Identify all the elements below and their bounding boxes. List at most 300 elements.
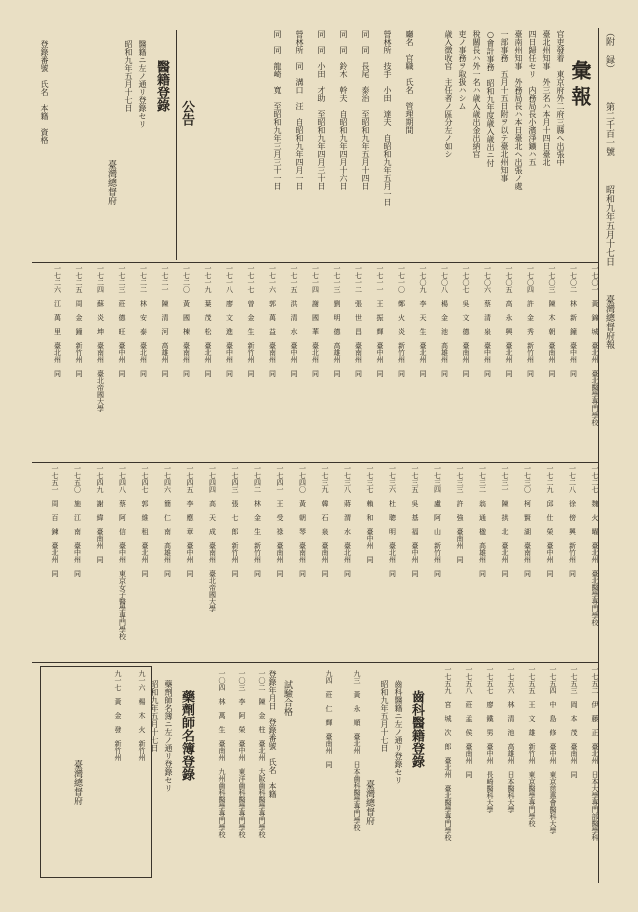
dentist-list — [300, 670, 360, 870]
entry-name: 劉 明 德 — [333, 300, 341, 335]
entry-school: 同 — [182, 370, 191, 377]
entry-school: 臺北帝國大學 — [96, 370, 105, 412]
entry-origin: 臺北州 — [591, 342, 599, 363]
entry-school: 大阪齒科醫學專門學校 — [258, 768, 266, 838]
entry-name: 伊 藤 正 — [591, 701, 599, 736]
entry-origin: 新竹州 — [114, 740, 122, 761]
entry-school: 東京慈惠會醫科大學 — [549, 771, 557, 834]
entry-origin: 臺南州 — [96, 528, 104, 549]
entry-school: 同 — [456, 556, 464, 563]
entry-school: 同 — [325, 761, 333, 768]
registry-entry — [190, 265, 212, 458]
registry-entry — [362, 265, 384, 458]
entry-num: 一七三六 — [388, 465, 397, 493]
entry-name: 許 強 — [456, 500, 464, 521]
entry-name: 黃 金 發 — [114, 698, 122, 733]
entry-school: 同 — [548, 370, 556, 377]
entry-name: 莊 孟 侯 — [465, 701, 473, 736]
entry-num: 一〇四 — [218, 670, 226, 691]
entry-name: 郭 維 租 — [141, 500, 149, 535]
registry-entry — [245, 670, 265, 868]
registry-entry — [383, 265, 405, 458]
registry-entry — [493, 666, 514, 871]
entry-num: 一七五八 — [465, 666, 473, 694]
registry-entry — [430, 666, 451, 871]
entry-num: 九一七 — [114, 670, 122, 691]
entry-name: 周 金 鐘 — [75, 300, 83, 335]
entry-school: 日本醫科大學 — [507, 771, 515, 813]
entry-origin: 臺北州 — [258, 740, 266, 761]
registry-entry — [61, 265, 83, 458]
entry-name: 翁 通 楹 — [478, 500, 487, 535]
entry-name: 魏 火 曜 — [591, 500, 599, 535]
entry-num: 一七三三 — [456, 465, 464, 493]
entry-school: 同 — [276, 570, 284, 577]
entry-school: 同 — [73, 570, 82, 577]
official-row-1: 同 同 長尾 泰治 至昭和九年五月十四日 — [361, 30, 370, 190]
reg-date: 昭和九年五月十七日 — [124, 40, 133, 112]
pharm-issuer: 臺灣總督府 — [72, 760, 82, 805]
entry-num: 一七〇二 — [569, 265, 578, 293]
entry-origin: 新竹州 — [526, 342, 535, 363]
entry-name: 林 安 泰 — [139, 300, 148, 335]
entry-num: 一七五六 — [507, 666, 515, 694]
entry-school: 同 — [333, 370, 341, 377]
registry-entry — [233, 265, 255, 458]
registry-entry — [332, 670, 360, 868]
entry-origin: 新竹州 — [433, 542, 442, 563]
entry-num: 一七二九 — [546, 465, 554, 493]
notice-6: 稅關長ハ外一名ハ歳入歳出金出納官 — [472, 30, 481, 158]
registry-entry — [205, 670, 225, 868]
entry-origin: 臺南州 — [465, 743, 473, 764]
entry-school: 同 — [247, 370, 255, 377]
entry-num: 一七〇五 — [505, 265, 513, 293]
entry-school: 臺北醫學專門學校 — [591, 570, 599, 626]
entry-name: 莊 仁 輝 — [325, 691, 333, 726]
entry-name: 吳 基 福 — [411, 500, 419, 535]
entry-origin: 高雄州 — [163, 542, 172, 563]
entry-num: 一七〇九 — [419, 265, 427, 293]
entry-name: 張 世 昌 — [354, 300, 363, 335]
entry-school: 同 — [501, 570, 509, 577]
entry-school: 日本大學專門部醫學科 — [591, 771, 599, 841]
entry-name: 宮 城 次 郎 — [444, 701, 452, 750]
entry-school: 同 — [96, 556, 104, 563]
registry-entry — [147, 265, 169, 458]
entry-num: 一〇三 — [238, 670, 246, 691]
entry-name: 張 七 郎 — [231, 500, 239, 535]
registry-entry — [373, 465, 396, 658]
entry-name: 莊 德 旺 — [118, 300, 126, 335]
entry-origin: 臺北州 — [353, 733, 361, 754]
entry-origin: 臺南州 — [325, 733, 333, 754]
registry-entry — [418, 465, 441, 658]
entry-name: 廖 文 進 — [225, 300, 234, 335]
entry-name: 許 金 秀 — [526, 300, 535, 335]
reg2-date: 昭和九年五月十七日 — [380, 680, 389, 752]
entry-num: 一七三一 — [501, 465, 509, 493]
entry-school: 同 — [388, 570, 397, 577]
entry-origin: 臺南州 — [218, 740, 226, 761]
entry-name: 林 新 鐘 — [569, 300, 578, 335]
entry-school: 同 — [376, 370, 384, 377]
registry-entry — [58, 465, 81, 658]
entry-name: 黃 國 棟 — [182, 300, 191, 335]
entry-origin: 臺南州 — [456, 528, 464, 549]
entry-origin: 新竹州 — [253, 542, 262, 563]
entry-origin: 高雄州 — [507, 743, 515, 764]
official-row-4: 營林所 同 溝口 汪 自昭和九年四月一日 — [295, 30, 304, 190]
entry-origin: 臺中州 — [376, 342, 384, 363]
registry-entry — [193, 465, 216, 658]
entry-origin: 臺北州 — [204, 342, 212, 363]
entry-origin: 臺中州 — [225, 342, 234, 363]
registry-entry — [472, 666, 493, 871]
reg2-title: 齒科醫籍登錄 — [409, 690, 424, 768]
official-row-2: 同 同 鈴木 幹夫 自昭和九年四月十六日 — [339, 30, 348, 190]
entry-name: 曾 金 生 — [247, 300, 255, 335]
registry-entry — [555, 265, 577, 458]
gazette-header — [604, 28, 613, 878]
entry-origin: 臺北州 — [501, 542, 509, 563]
registry-entry — [512, 265, 534, 458]
notice-3: 臺南州知事 外務局長ハ本日臺北ヘ出張ノ處 — [514, 30, 523, 190]
entry-num: 一七三七 — [366, 465, 374, 493]
entry-school: 同 — [186, 570, 194, 577]
entry-school: 臺北醫學專門學校 — [444, 785, 452, 841]
registry-entry — [216, 465, 239, 658]
entry-school: 同 — [366, 556, 374, 563]
band-rule-1 — [32, 262, 598, 263]
entry-num: 一七一四 — [311, 265, 320, 293]
entry-school: 東洋齒科醫學專門學校 — [238, 768, 246, 838]
entry-num: 一七〇八 — [440, 265, 449, 293]
registry-entry — [297, 265, 319, 458]
registry-entry — [340, 265, 362, 458]
entry-name: 李 應 章 — [186, 500, 194, 535]
registry-entry — [576, 465, 599, 658]
entry-name: 蔣 渭 水 — [343, 500, 352, 535]
entry-num: 一七一一 — [376, 265, 384, 293]
entry-num: 一七四二 — [253, 465, 262, 493]
registry-entry — [556, 666, 577, 871]
entry-school: 同 — [526, 370, 535, 377]
entry-num: 一七一八 — [225, 265, 234, 293]
entry-school: 同 — [141, 570, 149, 577]
entry-origin: 臺南州 — [182, 342, 191, 363]
entry-name: 洪 清 水 — [290, 300, 298, 335]
registry-entry — [396, 465, 419, 658]
entry-num: 一七四六 — [163, 465, 172, 493]
entry-school: 同 — [465, 771, 473, 778]
entry-num: 九三 — [353, 670, 361, 684]
entry-name: 謝 緯 — [96, 500, 104, 521]
entry-num: 一七一〇 — [397, 265, 406, 293]
entry-school: 同 — [298, 570, 307, 577]
entry-num: 一七二五 — [75, 265, 83, 293]
entry-school: 同 — [321, 570, 329, 577]
entry-num: 一七五一 — [51, 465, 59, 493]
entry-num: 一七二六 — [53, 265, 62, 293]
entry-num: 一七四七 — [141, 465, 149, 493]
entry-origin: 臺北州 — [343, 542, 352, 563]
entry-origin: 臺中州 — [186, 542, 194, 563]
entry-num: 一七五三 — [570, 666, 578, 694]
reg-head: 登錄番號 氏名 本籍 資格 — [40, 40, 49, 144]
entry-origin: 臺中州 — [546, 542, 554, 563]
registry-entry — [534, 265, 556, 458]
band-rule-3 — [32, 662, 598, 663]
entry-name: 林 萬 生 — [218, 698, 226, 733]
entry-school: 同 — [462, 370, 470, 377]
official-row-5: 同 同 龍崎 寬 至昭和九年三月三十一日 — [273, 30, 282, 190]
entry-school: 同 — [419, 370, 427, 377]
entry-school: 同 — [225, 370, 234, 377]
entry-origin: 臺南州 — [321, 542, 329, 563]
entry-school: 同 — [483, 370, 492, 377]
entry-name: 蔡 清 泉 — [483, 300, 492, 335]
entry-origin: 高雄州 — [478, 542, 487, 563]
entry-school: 同 — [397, 370, 406, 377]
entry-origin: 臺中州 — [238, 740, 246, 761]
entry-name: 高 天 成 — [208, 500, 217, 535]
registry-entry — [171, 465, 194, 658]
entry-origin: 臺中州 — [549, 743, 557, 764]
entry-origin: 臺中州 — [73, 542, 82, 563]
entry-origin: 新竹州 — [397, 342, 406, 363]
band-rule-2 — [32, 462, 598, 463]
pharm-date: 昭和九年五月十七日 — [150, 680, 159, 752]
entry-name: 陳 拱 北 — [501, 500, 509, 535]
entry-name: 江 萬 里 — [53, 300, 62, 335]
entry-name: 林 清 池 — [507, 701, 515, 736]
officials-head: 廳名 官職 氏名 管理期間 — [405, 30, 414, 134]
entry-name: 高 永 興 — [505, 300, 513, 335]
entry-school: 同 — [118, 370, 126, 377]
entry-name: 杜 聰 明 — [388, 500, 397, 535]
entry-origin: 臺北州 — [419, 342, 427, 363]
entry-school: 同 — [139, 370, 148, 377]
entry-school: 同 — [311, 370, 320, 377]
entry-name: 中 島 修 — [549, 701, 557, 736]
entry-num: 九一六 — [138, 670, 146, 691]
entry-name: 徐 傍 興 — [568, 500, 577, 535]
entry-origin: 臺北州 — [139, 342, 148, 363]
exam-title: 試驗合格 — [282, 680, 292, 716]
reg2-issuer: 臺灣總督府 — [364, 780, 374, 825]
reg-title: 醫籍登錄 — [154, 60, 169, 112]
entry-school: 同 — [343, 570, 352, 577]
exam-list — [205, 670, 265, 870]
entry-origin: 高雄州 — [333, 342, 341, 363]
entry-school: 東京醫學專門學校 — [528, 771, 536, 827]
registry-entry — [36, 465, 59, 658]
entry-num: 一七二八 — [568, 465, 577, 493]
officials-table — [205, 30, 425, 260]
registry-entry — [225, 670, 245, 868]
entry-school: 臺北帝國大學 — [208, 570, 217, 612]
entry-school: 同 — [568, 570, 577, 577]
notice-1: 臺北州知事 外三名ハ本月十四日臺北 — [542, 30, 551, 166]
entry-school: 同 — [51, 570, 59, 577]
registry-entry — [531, 465, 554, 658]
reg2-intro: 齒科醫籍ニ左ノ通リ登錄セリ — [394, 680, 403, 784]
entry-school: 同 — [354, 370, 363, 377]
entry-origin: 臺南州 — [298, 542, 307, 563]
entry-num: 一七二四 — [96, 265, 105, 293]
registry-entry — [514, 666, 535, 871]
entry-num: 一七一五 — [290, 265, 298, 293]
entry-origin: 新竹州 — [528, 743, 536, 764]
entry-num: 一七一二 — [354, 265, 363, 293]
entry-school: 長崎醫科大學 — [486, 771, 494, 813]
entry-origin: 臺南州 — [96, 342, 105, 363]
entry-origin: 臺南州 — [208, 542, 217, 563]
entry-num: 一七三九 — [321, 465, 329, 493]
entry-num: 一七四一 — [276, 465, 284, 493]
entry-origin: 新竹州 — [568, 542, 577, 563]
pharm-intro: 藥劑師名簿ニ左ノ通リ登錄セリ — [164, 680, 173, 792]
registry-entry — [254, 265, 276, 458]
pharm-title: 藥劑師名簿登錄 — [179, 690, 194, 781]
registry-entry — [168, 265, 190, 458]
entry-origin: 新竹州 — [138, 740, 146, 761]
entry-name: 簡 仁 南 — [163, 500, 172, 535]
registry-entry — [535, 666, 556, 871]
entry-name: 施 江 南 — [73, 500, 82, 535]
registry-entry — [486, 465, 509, 658]
entry-school: 同 — [231, 570, 239, 577]
entry-num: 一七一六 — [268, 265, 277, 293]
entry-num: 一七三二 — [478, 465, 487, 493]
entry-num: 一七三〇 — [523, 465, 532, 493]
entry-origin: 臺南州 — [523, 542, 532, 563]
registry-entry — [276, 265, 298, 458]
section-title: 彙報 — [568, 60, 592, 112]
entry-name: 郭 萬 益 — [268, 300, 277, 335]
entry-num: 一七二〇 — [182, 265, 191, 293]
registry-entry — [238, 465, 261, 658]
entry-origin: 臺中州 — [290, 342, 298, 363]
entry-num: 一〇二 — [258, 670, 266, 691]
entry-name: 黃 錦 城 — [591, 300, 599, 335]
entry-name: 廖 鐵 男 — [486, 701, 494, 736]
koukoku-rule — [176, 30, 177, 260]
entry-num: 一七三五 — [411, 465, 419, 493]
official-row-0: 營林所 技手 小田 達夫 自昭和九年五月一日 — [383, 30, 392, 206]
entry-school: 同 — [290, 370, 298, 377]
entry-origin: 臺北州 — [141, 542, 149, 563]
registry-entry — [463, 465, 486, 658]
entry-name: 鄭 火 炎 — [397, 300, 406, 335]
entry-school: 同 — [505, 370, 513, 377]
registry-entry — [508, 465, 531, 658]
entry-name: 蔡 阿 信 — [118, 500, 127, 535]
entry-num: 一七五五 — [528, 666, 536, 694]
entry-name: 盧 阿 山 — [433, 500, 442, 535]
entry-name: 黃 朝 琴 — [298, 500, 307, 535]
reg-issuer: 臺灣總督府 — [106, 160, 116, 205]
entry-school: 同 — [411, 570, 419, 577]
entry-name: 蘇 炎 坤 — [96, 300, 105, 335]
notice-5: ○會計事務 昭和九年度歳入歳出ニ付 — [486, 30, 495, 167]
entry-origin: 臺南州 — [548, 342, 556, 363]
entry-num: 一七三八 — [343, 465, 352, 493]
registry-entry — [211, 265, 233, 458]
registry-entry — [39, 265, 61, 458]
entry-school: 同 — [161, 370, 169, 377]
entry-num: 一七五九 — [444, 666, 452, 694]
entry-name: 楊 金 池 — [440, 300, 449, 335]
entry-school: 同 — [268, 370, 277, 377]
entry-school: 同 — [204, 370, 212, 377]
entry-num: 一七二三 — [118, 265, 126, 293]
header-issue: 第二千百一號 — [604, 102, 614, 156]
header-title: 臺灣總督府報 — [604, 295, 614, 349]
entry-num: 一七二七 — [591, 465, 599, 493]
entry-school: 同 — [570, 771, 578, 778]
entry-num: 一七五七 — [486, 666, 494, 694]
entry-name: 黃 永 順 — [353, 691, 361, 726]
entry-origin: 臺北州 — [591, 743, 599, 764]
entry-num: 一七一七 — [247, 265, 255, 293]
registry-entry — [351, 465, 374, 658]
entry-num: 一七二一 — [161, 265, 169, 293]
entry-origin: 新竹州 — [231, 542, 239, 563]
entry-num: 一七〇七 — [462, 265, 470, 293]
entry-origin: 臺南州 — [462, 342, 470, 363]
registry-entry — [469, 265, 491, 458]
registry-entry — [82, 265, 104, 458]
exam-head: 登錄年月日 登錄番號 氏名 本籍 — [268, 670, 277, 798]
entry-num: 一七四九 — [96, 465, 104, 493]
notice-0: 官吏發着 東京府外二府三縣へ出張中 — [556, 30, 565, 166]
registry-band-2 — [32, 465, 598, 660]
registry-entry — [306, 465, 329, 658]
entry-name: 柯 賢 湖 — [523, 500, 532, 535]
entry-num: 九四 — [325, 670, 333, 684]
official-row-3: 同 同 小田 才助 至昭和九年四月三十日 — [317, 30, 326, 190]
entry-name: 王 振 輝 — [376, 300, 384, 335]
entry-name: 陳 木 朝 — [548, 300, 556, 335]
entry-school: 同 — [75, 370, 83, 377]
entry-name: 李 阿 榮 — [238, 698, 246, 733]
registry-entry — [448, 265, 470, 458]
entry-num: 一七二二 — [139, 265, 148, 293]
registry-entry — [126, 465, 149, 658]
entry-name: 謝 國 華 — [311, 300, 320, 335]
entry-name: 韓 石 泉 — [321, 500, 329, 535]
notice-7: 吏ノ事務ヲ取扱ハシム — [458, 30, 467, 110]
entry-origin: 臺中州 — [366, 528, 374, 549]
entry-origin: 臺南州 — [276, 542, 284, 563]
entry-num: 一七一九 — [204, 265, 212, 293]
entry-num: 一七一三 — [333, 265, 341, 293]
header-tag: （附 録） — [604, 28, 614, 73]
entry-school: 同 — [569, 370, 578, 377]
entry-school: 同 — [433, 570, 442, 577]
entry-origin: 臺中州 — [118, 342, 126, 363]
notice-2: 四日歸任セリ 内務局長小濱淨鑛ハ五 — [528, 30, 537, 166]
entry-num: 一七〇四 — [526, 265, 535, 293]
entry-origin: 臺南州 — [570, 743, 578, 764]
entry-origin: 臺北州 — [591, 542, 599, 563]
notices-block — [430, 30, 570, 260]
registry-entry — [103, 465, 126, 658]
entry-origin: 臺南州 — [268, 342, 277, 363]
entry-num: 一七〇一 — [591, 265, 599, 293]
